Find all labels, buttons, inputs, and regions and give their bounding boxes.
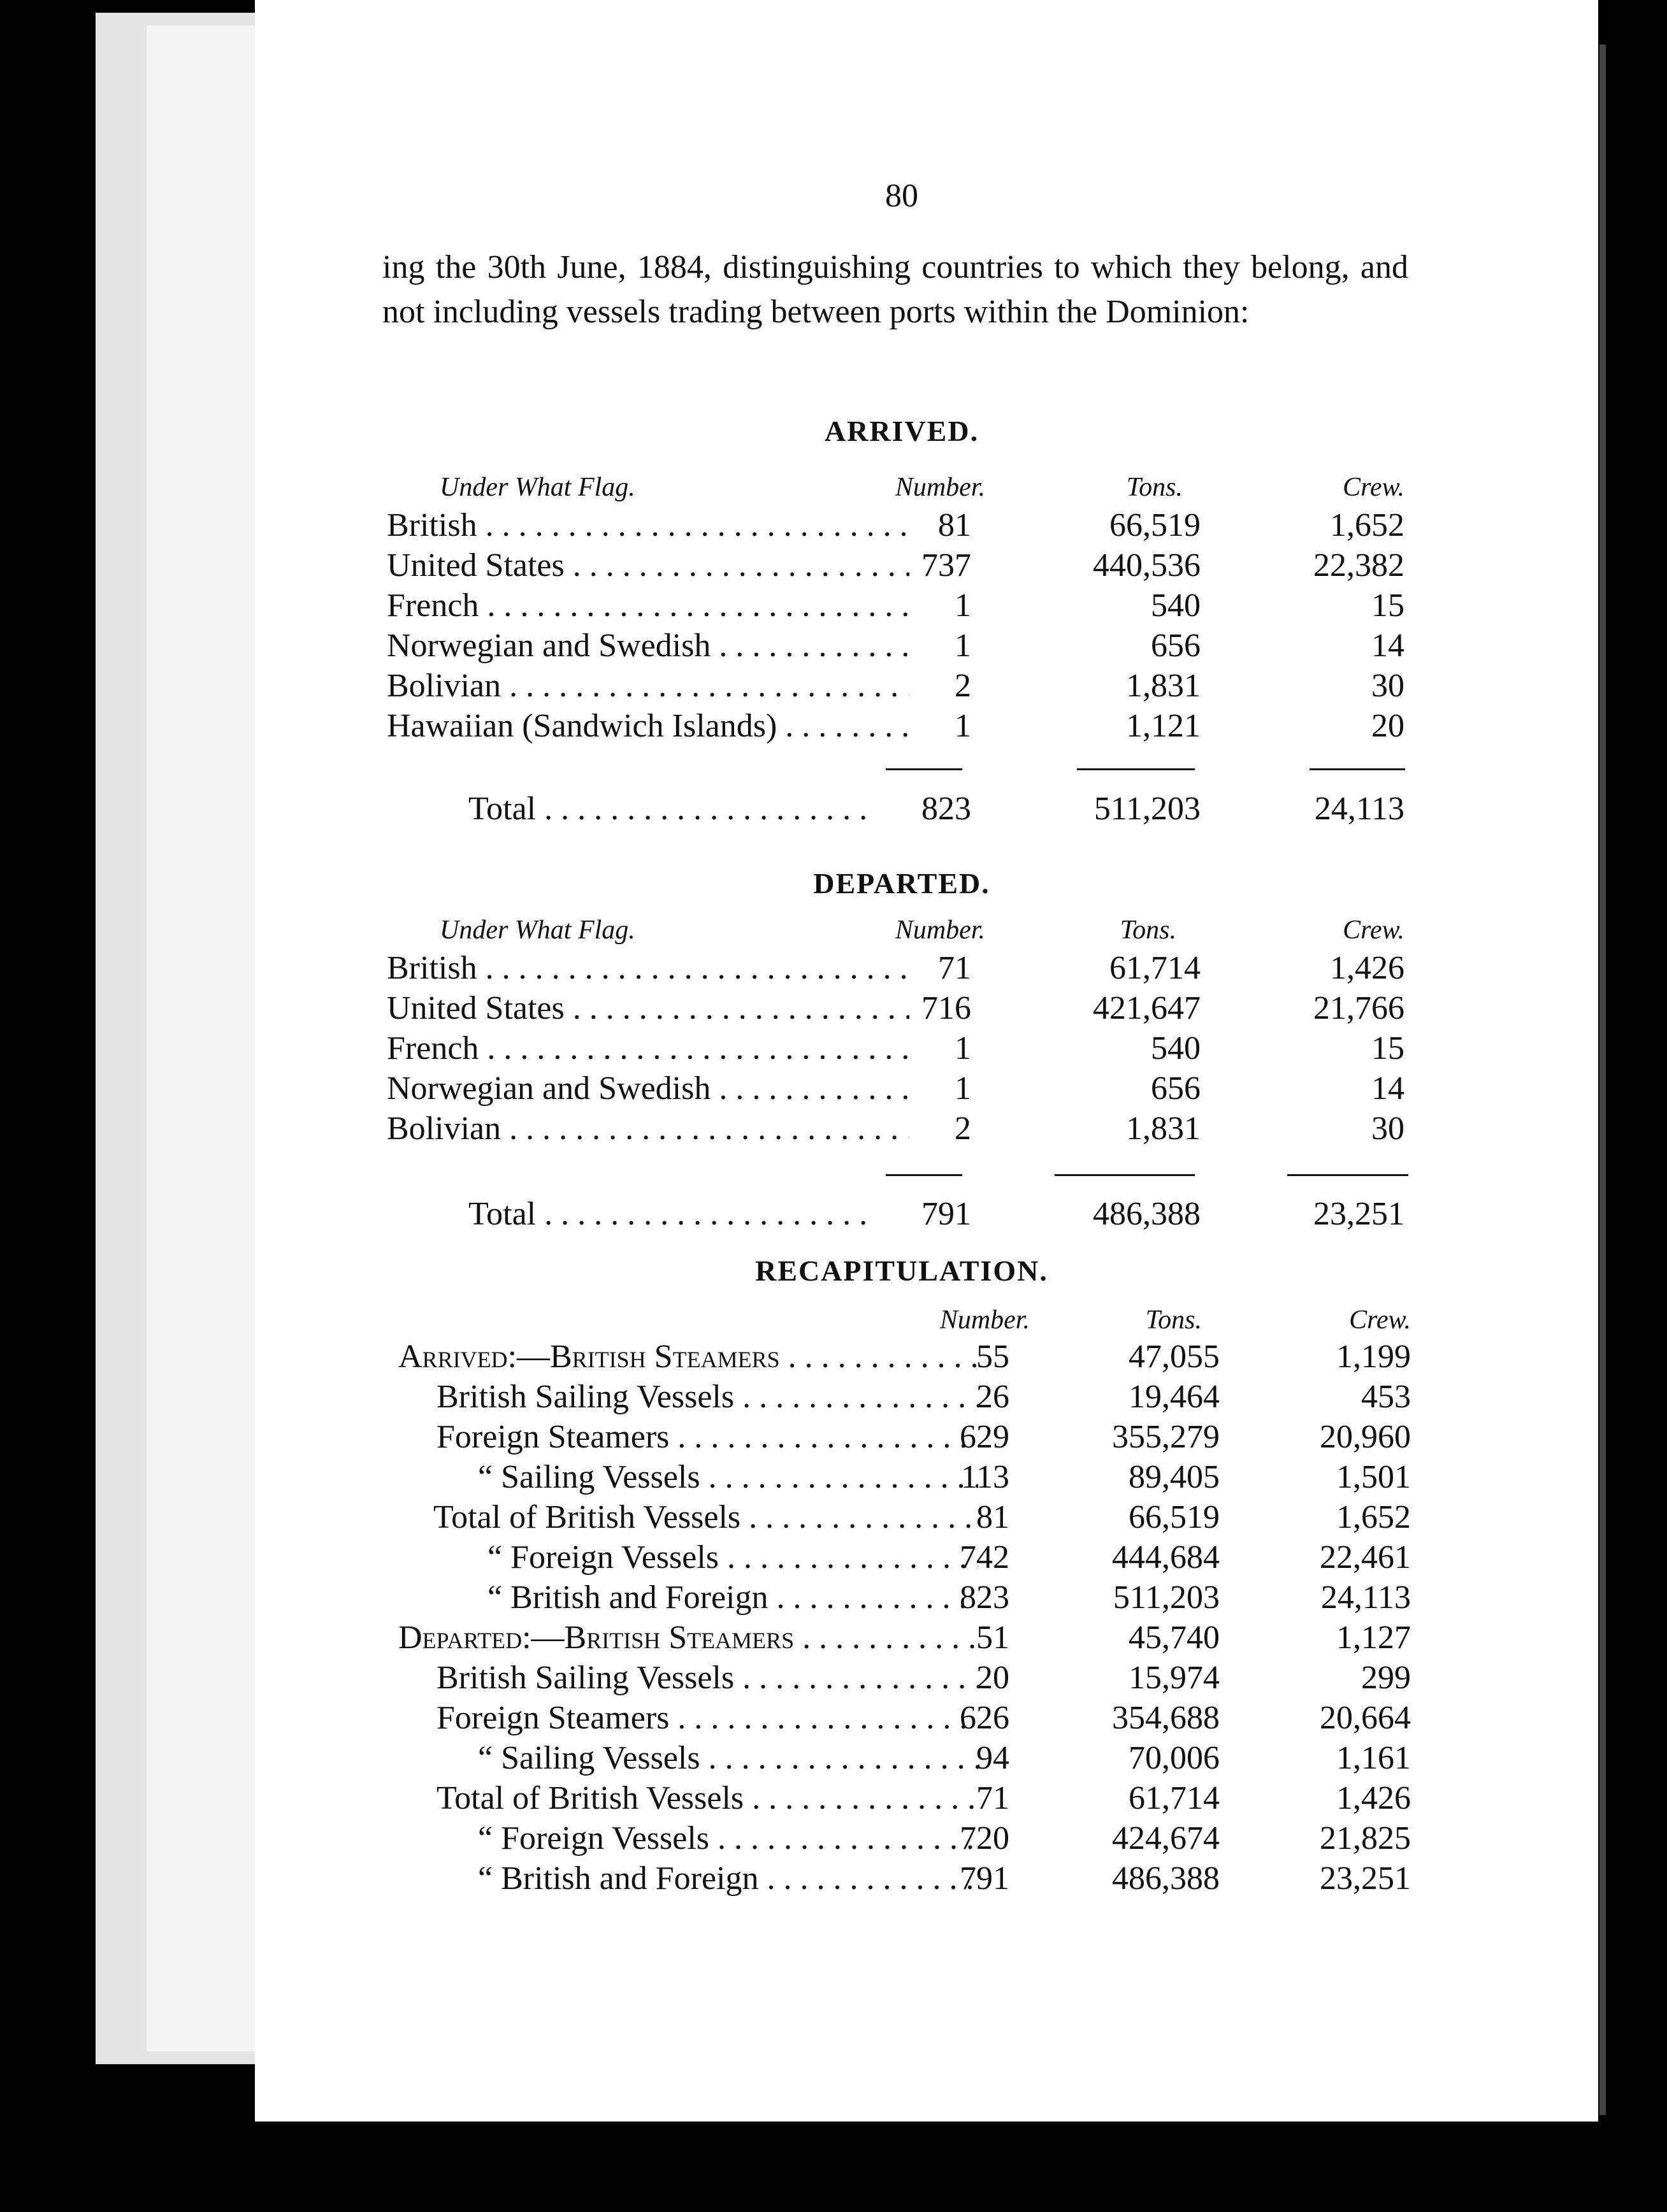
total-rule (886, 1174, 962, 1176)
crew-cell: 30 (1371, 1110, 1404, 1147)
table-row (0, 1579, 1667, 1617)
recap-label: Foreign Steamers . . . (437, 1418, 978, 1456)
flag-cell: Norwegian and Swedish . . . (387, 627, 909, 665)
header-tons: Tons. (1126, 473, 1183, 502)
tons-cell: 66,519 (1129, 1499, 1220, 1535)
page-number: 80 (885, 178, 918, 214)
header-number: Number. (895, 916, 985, 945)
total-crew: 23,251 (1313, 1196, 1404, 1232)
number-cell: 1 (955, 708, 971, 744)
total-tons: 511,203 (1093, 791, 1201, 827)
tons-cell: 45,740 (1129, 1620, 1220, 1656)
recap-label: “ Sailing Vessels . . . (478, 1739, 978, 1778)
crew-cell: 14 (1371, 628, 1404, 664)
number-cell: 71 (938, 950, 971, 986)
crew-cell: 15 (1371, 587, 1404, 624)
flag-cell: Bolivian . . . (387, 1110, 909, 1148)
table-row (0, 707, 1667, 745)
header-crew: Crew. (1349, 1305, 1411, 1335)
crew-cell: 15 (1371, 1030, 1404, 1066)
recap-label: Departed:—British Steamers . . . (398, 1619, 978, 1657)
flag-cell: Hawaiian (Sandwich Islands) . . . (387, 707, 909, 745)
table-row (0, 1739, 1667, 1778)
recap-label: “ Foreign Vessels . . . (478, 1820, 978, 1858)
number-cell: 55 (976, 1339, 1009, 1375)
tons-cell: 61,714 (1129, 1780, 1220, 1816)
number-cell: 1 (955, 1030, 971, 1066)
table-row (0, 1070, 1667, 1108)
table-row (0, 1498, 1667, 1537)
tons-cell: 354,688 (1112, 1700, 1220, 1736)
tons-cell: 89,405 (1129, 1459, 1220, 1495)
crew-cell: 1,199 (1336, 1339, 1411, 1375)
table-row (0, 1418, 1667, 1456)
recap-label: “ Sailing Vessels . . . (478, 1458, 978, 1497)
flag-cell: United States . . . (387, 989, 909, 1028)
table-row (0, 1860, 1667, 1898)
table-row (0, 1458, 1667, 1497)
table-row (0, 949, 1667, 988)
table-row (0, 1110, 1667, 1148)
total-row (0, 1195, 1667, 1233)
table-row (0, 1659, 1667, 1697)
crew-cell: 20,664 (1320, 1700, 1411, 1736)
tons-cell: 66,519 (1109, 507, 1201, 543)
table-row (0, 627, 1667, 665)
number-cell: 720 (960, 1820, 1009, 1856)
crew-cell: 22,382 (1313, 547, 1404, 584)
table-row (0, 1378, 1667, 1416)
crew-cell: 1,652 (1336, 1499, 1411, 1535)
crew-cell: 299 (1361, 1660, 1411, 1696)
number-cell: 791 (960, 1860, 1009, 1897)
tons-cell: 540 (1151, 1030, 1201, 1066)
crew-cell: 1,127 (1336, 1620, 1411, 1656)
total-tons: 486,388 (1093, 1196, 1201, 1232)
tons-cell: 444,684 (1112, 1539, 1220, 1576)
flag-cell: British . . . (387, 949, 909, 988)
number-cell: 629 (960, 1419, 1009, 1455)
header-crew: Crew. (1343, 473, 1404, 502)
total-label: Total . . . (468, 1195, 876, 1233)
total-rule (1287, 1174, 1408, 1176)
recap-label: Total of British Vessels . . . (437, 1779, 978, 1818)
number-cell: 2 (955, 668, 971, 704)
number-cell: 716 (921, 990, 971, 1026)
flag-cell: United States . . . (387, 547, 909, 585)
total-rule (1077, 768, 1195, 770)
header-number: Number. (939, 1305, 1030, 1335)
tons-cell: 47,055 (1129, 1339, 1220, 1375)
flag-cell: British . . . (387, 506, 909, 545)
tons-cell: 355,279 (1112, 1419, 1220, 1455)
crew-cell: 20,960 (1320, 1419, 1411, 1455)
header-number: Number. (895, 473, 985, 502)
table-row (0, 506, 1667, 545)
flag-cell: French . . . (387, 1030, 909, 1068)
tons-cell: 540 (1151, 587, 1201, 624)
table-row (0, 547, 1667, 585)
arrived-header-row (0, 468, 1667, 506)
recap-label: “ Foreign Vessels . . . (487, 1539, 978, 1577)
tons-cell: 1,121 (1126, 708, 1201, 744)
table-row (0, 1619, 1667, 1657)
number-cell: 823 (960, 1579, 1009, 1616)
tons-cell: 15,974 (1129, 1660, 1220, 1696)
number-cell: 113 (960, 1459, 1009, 1495)
crew-cell: 453 (1361, 1379, 1411, 1415)
tons-cell: 19,464 (1129, 1379, 1220, 1415)
crew-cell: 22,461 (1320, 1539, 1411, 1576)
number-cell: 2 (955, 1110, 971, 1147)
table-row (0, 1539, 1667, 1577)
crew-cell: 1,652 (1330, 507, 1404, 543)
number-cell: 94 (976, 1740, 1009, 1776)
departed-header-row (0, 911, 1667, 949)
tons-cell: 440,536 (1093, 547, 1201, 584)
total-crew: 24,113 (1314, 791, 1404, 827)
number-cell: 81 (976, 1499, 1009, 1535)
total-rule (1310, 768, 1405, 770)
crew-cell: 14 (1371, 1070, 1404, 1107)
header-flag: Under What Flag. (440, 473, 635, 502)
tons-cell: 421,647 (1093, 990, 1201, 1026)
table-row (0, 1030, 1667, 1068)
tons-cell: 656 (1151, 628, 1201, 664)
tons-cell: 656 (1151, 1070, 1201, 1107)
tons-cell: 1,831 (1126, 1110, 1201, 1147)
total-row (0, 790, 1667, 828)
tons-cell: 61,714 (1109, 950, 1201, 986)
crew-cell: 23,251 (1320, 1860, 1411, 1897)
total-rule (886, 768, 962, 770)
recap-header-row (0, 1301, 1667, 1339)
table-row (0, 667, 1667, 705)
recap-label: British Sailing Vessels . . . (437, 1378, 978, 1416)
number-cell: 71 (976, 1780, 1009, 1816)
intro-paragraph: ing the 30th June, 1884, distinguishing countries to which they belong, and not including vessels trading between ports within the Dominion: (382, 249, 1408, 330)
departed-heading: DEPARTED. (813, 867, 990, 900)
crew-cell: 1,161 (1336, 1740, 1411, 1776)
number-cell: 20 (976, 1660, 1009, 1696)
recap-label: Arrived:—British Steamers . . . (398, 1338, 978, 1376)
flag-cell: Bolivian . . . (387, 667, 909, 705)
recap-label: “ British and Foreign . . . (478, 1860, 978, 1898)
table-row (0, 1338, 1667, 1376)
crew-cell: 1,426 (1336, 1780, 1411, 1816)
flag-cell: French . . . (387, 587, 909, 625)
crew-cell: 30 (1371, 668, 1404, 704)
tons-cell: 70,006 (1129, 1740, 1220, 1776)
tons-cell: 424,674 (1112, 1820, 1220, 1856)
total-number: 791 (921, 1196, 971, 1232)
number-cell: 26 (976, 1379, 1009, 1415)
number-cell: 81 (938, 507, 971, 543)
number-cell: 742 (960, 1539, 1009, 1576)
number-cell: 737 (921, 547, 971, 584)
crew-cell: 1,501 (1336, 1459, 1411, 1495)
crew-cell: 21,825 (1320, 1820, 1411, 1856)
recap-label: “ British and Foreign . . . (487, 1579, 978, 1617)
number-cell: 51 (976, 1620, 1009, 1656)
number-cell: 1 (955, 587, 971, 624)
recap-label: Foreign Steamers . . . (437, 1699, 978, 1737)
crew-cell: 21,766 (1313, 990, 1404, 1026)
total-label: Total . . . (468, 790, 876, 828)
table-row (0, 587, 1667, 625)
header-tons: Tons. (1145, 1305, 1202, 1335)
recap-label: British Sailing Vessels . . . (437, 1659, 978, 1697)
crew-cell: 1,426 (1330, 950, 1404, 986)
recap-label: Total of British Vessels . . . (433, 1498, 978, 1537)
table-row (0, 1820, 1667, 1858)
crew-cell: 20 (1371, 708, 1404, 744)
tons-cell: 486,388 (1112, 1860, 1220, 1897)
tons-cell: 511,203 (1113, 1579, 1220, 1616)
arrived-heading: ARRIVED. (824, 415, 979, 447)
crew-cell: 24,113 (1320, 1579, 1411, 1616)
header-crew: Crew. (1343, 916, 1404, 945)
total-rule (1055, 1174, 1195, 1176)
number-cell: 1 (955, 628, 971, 664)
header-tons: Tons. (1120, 916, 1176, 945)
number-cell: 1 (955, 1070, 971, 1107)
number-cell: 626 (960, 1700, 1009, 1736)
header-flag: Under What Flag. (440, 916, 635, 945)
table-row (0, 1779, 1667, 1818)
table-row (0, 1699, 1667, 1737)
flag-cell: Norwegian and Swedish . . . (387, 1070, 909, 1108)
table-row (0, 989, 1667, 1028)
recap-heading: RECAPITULATION. (755, 1254, 1048, 1287)
tons-cell: 1,831 (1126, 668, 1201, 704)
total-number: 823 (921, 791, 971, 827)
